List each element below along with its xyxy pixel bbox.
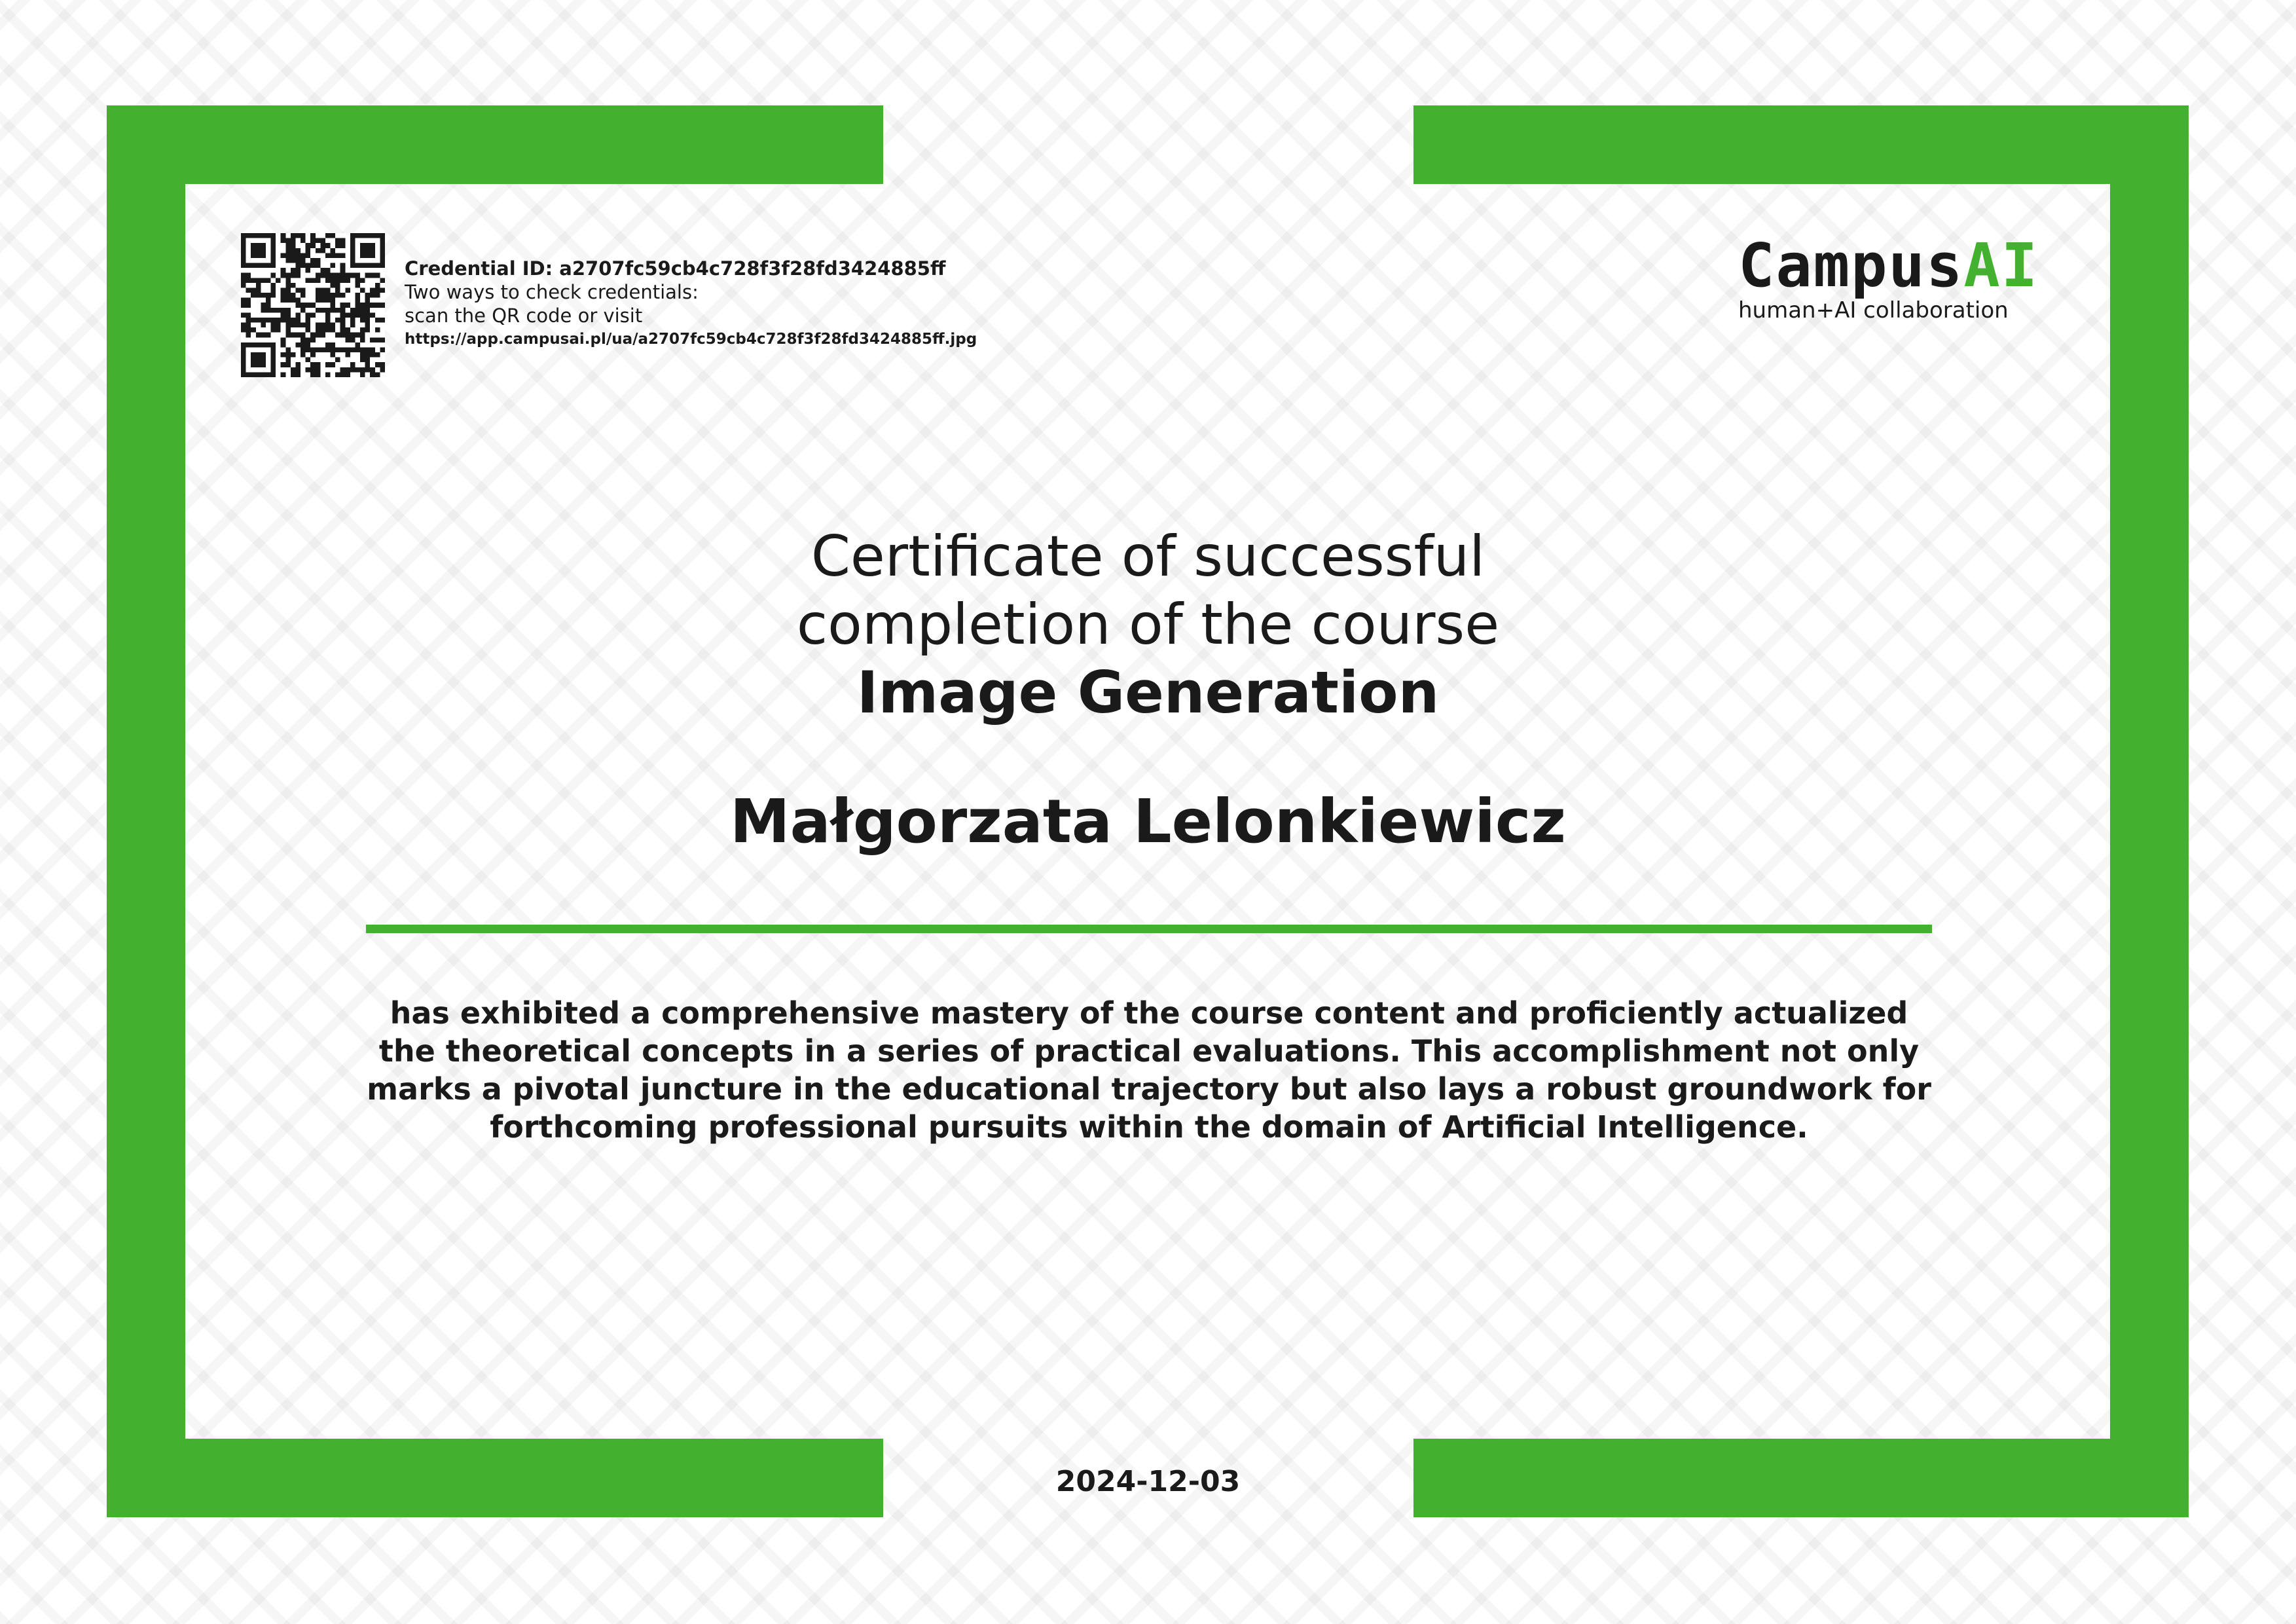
certificate-title-line1: Certificate of successful: [811, 524, 1485, 589]
certificate-title-line2: completion of the course: [796, 592, 1500, 657]
recipient-name: Małgorzata Lelonkiewicz: [730, 786, 1566, 857]
issue-date: 2024-12-03: [1055, 1465, 1241, 1498]
credential-instructions-line2: scan the QR code or visit: [405, 304, 643, 327]
logo-name: [1738, 231, 2079, 301]
credential-id: Credential ID: a2707fc59cb4c728f3f28fd3424885ff: [405, 257, 946, 280]
logo-name-part2: AI: [1963, 231, 2039, 301]
frame-top-left: [107, 105, 883, 184]
divider: [366, 925, 1932, 933]
qr-code-icon[interactable]: [241, 233, 385, 377]
credential-instructions-line1: Two ways to check credentials:: [405, 281, 699, 303]
credential-info: [405, 257, 1125, 351]
course-name: Image Generation: [856, 659, 1440, 726]
certificate-description: has exhibited a comprehensive mastery of the course content and proficiently actualized the theoretical concepts in a series of practical evaluations. This accomplishment not only marks a pivotal juncture in the educational trajectory but also lays a robust groundwork for forthcoming professional pursuits within the domain of Artificial Intelligence.: [367, 995, 1931, 1145]
logo-tagline: human+AI collaboration: [1738, 297, 2009, 323]
campusai-logo: [1738, 231, 2079, 323]
logo-name-part1: Campus: [1738, 231, 1964, 301]
credential-url[interactable]: https://app.campusai.pl/ua/a2707fc59cb4c728f3f28fd3424885ff.jpg: [405, 331, 977, 348]
frame-top-right: [1413, 105, 2189, 184]
